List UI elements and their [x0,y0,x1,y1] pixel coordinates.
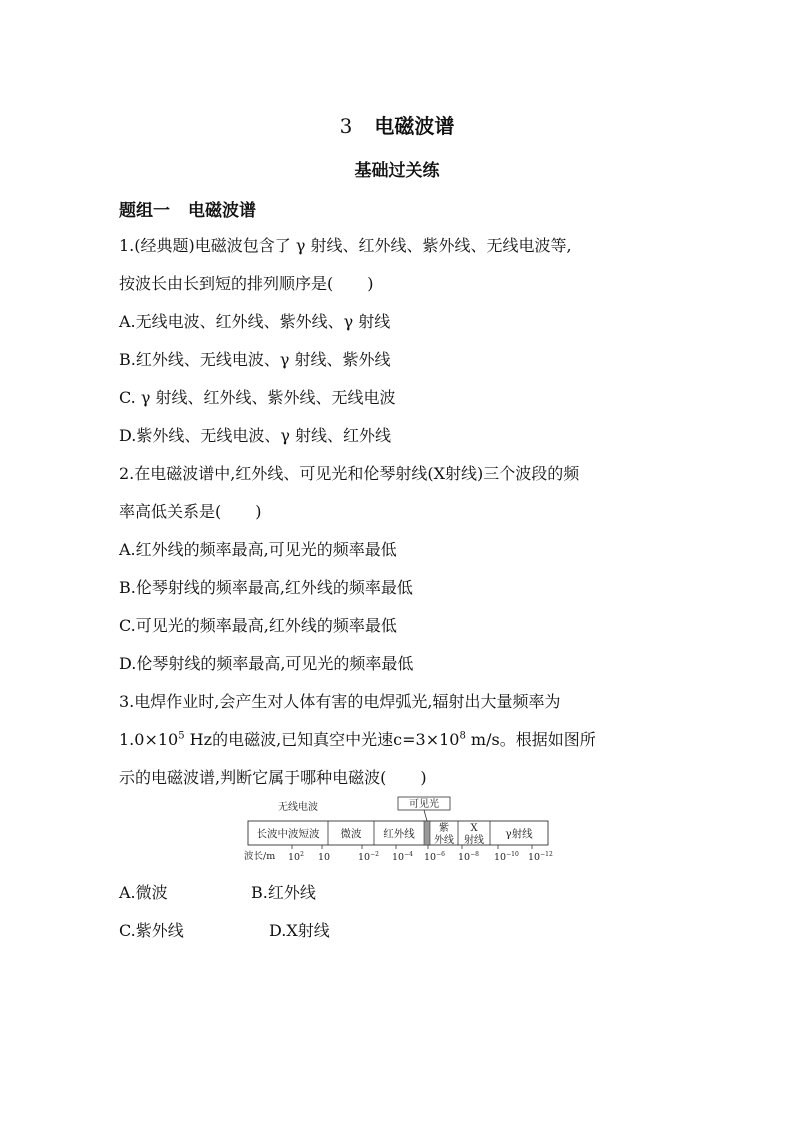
wavelength-tick-label: $10^2$ [288,851,304,863]
q3-option-a: A.微波 [119,883,168,902]
q3-option-d: D.X射线 [269,921,330,940]
q2-option-c: C.可见光的频率最高,红外线的频率最低 [119,616,397,635]
wavelength-tick-label: $10^{-4}$ [392,851,413,863]
q1-option-b: B.红外线、无线电波、γ 射线、紫外线 [119,350,391,369]
band-ultraviolet-top: 紫 [439,823,449,834]
band-microwave: 微波 [340,828,362,840]
q3-stem-line1: 3.电焊作业时,会产生对人体有害的电焊弧光,辐射出大量频率为 [119,692,561,711]
q1-close-paren: ) [367,274,374,293]
q1-option-a: A.无线电波、红外线、紫外线、γ 射线 [119,312,391,331]
visible-light-pointer [424,810,427,821]
q1-option-c: C. γ 射线、红外线、紫外线、无线电波 [119,388,396,407]
q3-stem-line3 [119,765,427,788]
radio-wave-label: 无线电波 [278,802,318,813]
page-subtitle: 基础过关练 [354,161,440,181]
q1-stem-line2 [119,271,374,294]
q1-stem-line1: 1.(经典题)电磁波包含了 γ 射线、红外线、紫外线、无线电波等, [119,236,572,255]
band-xray-top: X [470,823,478,834]
visible-light-band [424,821,430,845]
group-heading [119,196,256,221]
band-xray-bottom: 射线 [464,835,484,846]
q2-option-b: B.伦琴射线的频率最高,红外线的频率最低 [119,578,413,597]
q2-option-d: D.伦琴射线的频率最高,可见光的频率最低 [119,654,414,673]
section-title: 电磁波谱 [374,114,455,138]
q1-option-d: D.紫外线、无线电波、γ 射线、红外线 [119,426,391,445]
electromagnetic-spectrum-diagram [236,795,556,865]
wavelength-tick-label: $10^{-6}$ [424,851,445,863]
group-label: 题组一 [119,201,170,221]
wavelength-tick-label: $10^{-12}$ [528,851,553,863]
q1-stem-text: 按波长由长到短的排列顺序是( [119,274,334,293]
q3-stem-text-end: m/s。根据如图所 [465,730,596,749]
q2-close-paren: ) [255,502,262,521]
section-number: 3 [339,114,353,138]
group-title: 电磁波谱 [188,201,256,221]
wavelength-axis-label: 波长/m [244,851,276,862]
q2-stem-line1: 2.在电磁波谱中,红外线、可见光和伦琴射线(X射线)三个波段的频 [119,464,580,483]
q3-option-c: C.紫外线 [119,921,184,940]
q3-frequency-exp: 5 [178,730,185,742]
band-gamma-ray: γ射线 [505,828,533,840]
band-long-medium-short-wave: 长波中波短波 [256,828,320,840]
band-ultraviolet-bottom: 外线 [434,835,454,846]
wavelength-tick-label: $10^{-2}$ [358,851,379,863]
wavelength-tick-label: 10 [318,852,331,863]
q3-stem-text: 示的电磁波谱,判断它属于哪种电磁波( [119,768,387,787]
q2-stem-line2 [119,499,262,522]
page-title [0,110,794,139]
visible-light-label: 可见光 [409,799,439,810]
q3-stem-text: Hz的电磁波,已知真空中光速c=3×10 [184,730,460,749]
q3-stem-line2 [119,727,596,750]
q3-option-b: B.红外线 [251,883,316,902]
wavelength-ticks [288,845,553,863]
q3-close-paren: ) [420,768,427,787]
q3-light-speed-exp: 8 [459,730,466,742]
q3-frequency-base: 1.0×10 [119,730,179,749]
band-infrared: 红外线 [383,828,415,840]
q2-stem-text: 率高低关系是( [119,502,222,521]
wavelength-tick-label: $10^{-10}$ [494,851,519,863]
q2-option-a: A.红外线的频率最高,可见光的频率最低 [119,540,397,559]
wavelength-tick-label: $10^{-8}$ [458,851,479,863]
